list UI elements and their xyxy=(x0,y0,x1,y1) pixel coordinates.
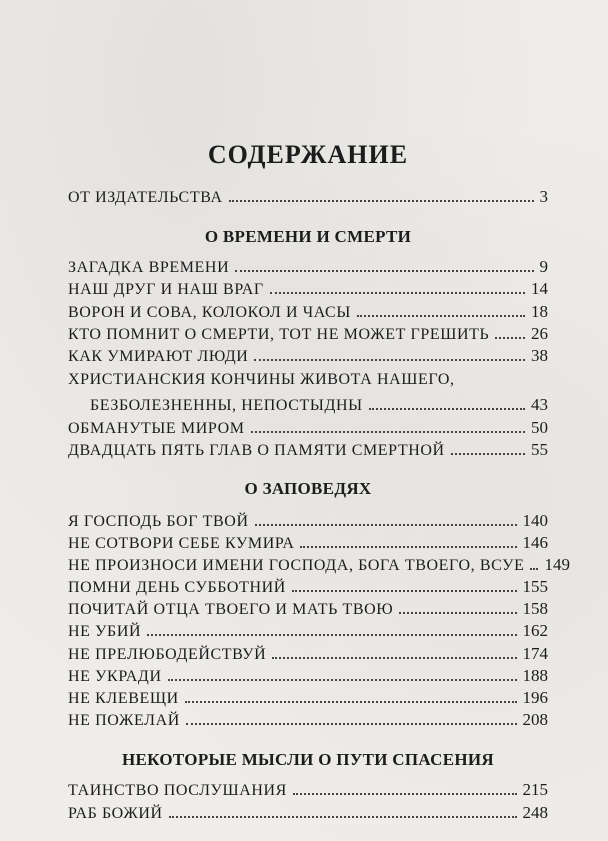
toc-entry xyxy=(68,510,548,532)
toc-entry xyxy=(68,439,548,461)
dot-leader xyxy=(168,679,517,681)
entry-page: 38 xyxy=(531,345,548,365)
toc-entry xyxy=(68,665,548,687)
entry-page: 158 xyxy=(522,599,548,619)
toc-entry xyxy=(68,598,548,620)
dot-leader xyxy=(235,270,533,272)
dot-leader xyxy=(254,359,525,361)
entry-label: НЕ ПОЖЕЛАЙ xyxy=(68,712,180,730)
dot-leader xyxy=(530,568,538,570)
dot-leader xyxy=(185,701,517,703)
entry-page: 3 xyxy=(539,187,548,206)
entry-label: ОТ ИЗДАТЕЛЬСТВА xyxy=(68,189,223,206)
entry-page: 140 xyxy=(522,510,548,530)
entry-label: РАБ БОЖИЙ xyxy=(68,804,163,822)
toc-entry xyxy=(68,345,548,367)
entry-label: НЕ ПРЕЛЮБОДЕЙСТВУЙ xyxy=(68,645,267,663)
toc-entry xyxy=(68,256,548,278)
toc-entry xyxy=(68,620,548,642)
toc-entry xyxy=(68,417,548,439)
dot-leader xyxy=(293,793,517,795)
entry-label: ЗАГАДКА ВРЕМЕНИ xyxy=(68,259,230,277)
entry-label: НЕ УКРАДИ xyxy=(68,667,162,685)
entry-page: 208 xyxy=(522,710,548,730)
dot-leader xyxy=(399,612,516,614)
toc-entry xyxy=(68,643,548,665)
dot-leader xyxy=(300,546,516,548)
entry-page: 18 xyxy=(531,301,548,321)
toc-entry xyxy=(68,779,548,801)
toc-entry xyxy=(68,301,548,323)
entry-page: 50 xyxy=(531,418,548,438)
entry-page: 188 xyxy=(522,665,548,685)
entry-page: 43 xyxy=(531,395,548,415)
toc-entry xyxy=(68,709,548,731)
page-title: СОДЕРЖАНИЕ xyxy=(207,140,409,169)
entry-label: НАШ ДРУГ И НАШ ВРАГ xyxy=(68,281,264,299)
toc-entry xyxy=(68,532,548,554)
dot-leader xyxy=(270,292,525,294)
toc-entry xyxy=(68,554,570,576)
entry-label: ДВАДЦАТЬ ПЯТЬ ГЛАВ О ПАМЯТИ СМЕРТНОЙ xyxy=(68,442,445,460)
entry-page: 146 xyxy=(522,532,548,552)
dot-leader xyxy=(169,816,517,818)
entry-label: НЕ УБИЙ xyxy=(68,623,142,641)
toc-entry-publisher xyxy=(68,186,548,208)
entry-page: 174 xyxy=(522,643,548,663)
entry-page: 26 xyxy=(531,323,548,343)
toc-entry xyxy=(68,576,548,598)
entry-page: 149 xyxy=(544,554,570,574)
entry-page: 155 xyxy=(522,577,548,597)
table-of-contents xyxy=(68,138,570,824)
toc-entry xyxy=(68,802,548,824)
entry-label: НЕ КЛЕВЕЩИ xyxy=(68,690,179,707)
entry-page: 248 xyxy=(522,802,548,822)
toc-entry-line1: ХРИСТИАНСКИЯ КОНЧИНЫ ЖИВОТА НАШЕГО, xyxy=(68,371,455,389)
dot-leader xyxy=(357,315,525,317)
entry-page: 196 xyxy=(522,688,548,707)
dot-leader xyxy=(369,408,525,410)
entry-label: ПОМНИ ДЕНЬ СУББОТНИЙ xyxy=(68,579,286,597)
dot-leader xyxy=(186,723,517,725)
section-heading-commandments: О ЗАПОВЕДЯХ xyxy=(244,478,372,498)
toc-entry xyxy=(68,323,548,345)
section-heading-time-death: О ВРЕМЕНИ И СМЕРТИ xyxy=(204,227,412,247)
section-heading-salvation: НЕКОТОРЫЕ МЫСЛИ О ПУТИ СПАСЕНИЯ xyxy=(122,750,494,770)
entry-label: БЕЗБОЛЕЗНЕННЫ, НЕПОСТЫДНЫ xyxy=(90,397,363,415)
toc-entry xyxy=(68,687,548,709)
dot-leader xyxy=(495,337,525,339)
entry-page: 9 xyxy=(539,257,548,277)
toc-entry-line2 xyxy=(68,393,548,417)
entry-page: 162 xyxy=(522,621,548,641)
entry-label: ТАИНСТВО ПОСЛУШАНИЯ xyxy=(68,782,287,800)
entry-label: КАК УМИРАЮТ ЛЮДИ xyxy=(68,347,249,365)
dot-leader xyxy=(272,657,516,659)
entry-label: ВОРОН И СОВА, КОЛОКОЛ И ЧАСЫ xyxy=(68,303,351,321)
entry-label: КТО ПОМНИТ О СМЕРТИ, ТОТ НЕ МОЖЕТ ГРЕШИТЬ xyxy=(68,325,490,343)
dot-leader xyxy=(451,453,525,455)
dot-leader xyxy=(229,200,534,202)
entry-label: ПОЧИТАЙ ОТЦА ТВОЕГО И МАТЬ ТВОЮ xyxy=(68,601,394,619)
entry-page: 55 xyxy=(531,440,548,460)
dot-leader xyxy=(255,524,517,526)
entry-label: ОБМАНУТЫЕ МИРОМ xyxy=(68,420,245,438)
entry-page: 14 xyxy=(531,279,548,299)
entry-page: 215 xyxy=(522,780,548,800)
entry-label: НЕ СОТВОРИ СЕБЕ КУМИРА xyxy=(68,534,295,552)
entry-label: НЕ ПРОИЗНОСИ ИМЕНИ ГОСПОДА, БОГА ТВОЕГО, ВСУЕ xyxy=(68,556,525,574)
entry-label: Я ГОСПОДЬ БОГ ТВОЙ xyxy=(68,512,249,530)
dot-leader xyxy=(147,634,516,636)
toc-entry xyxy=(68,278,548,300)
dot-leader xyxy=(251,431,525,433)
dot-leader xyxy=(292,590,517,592)
